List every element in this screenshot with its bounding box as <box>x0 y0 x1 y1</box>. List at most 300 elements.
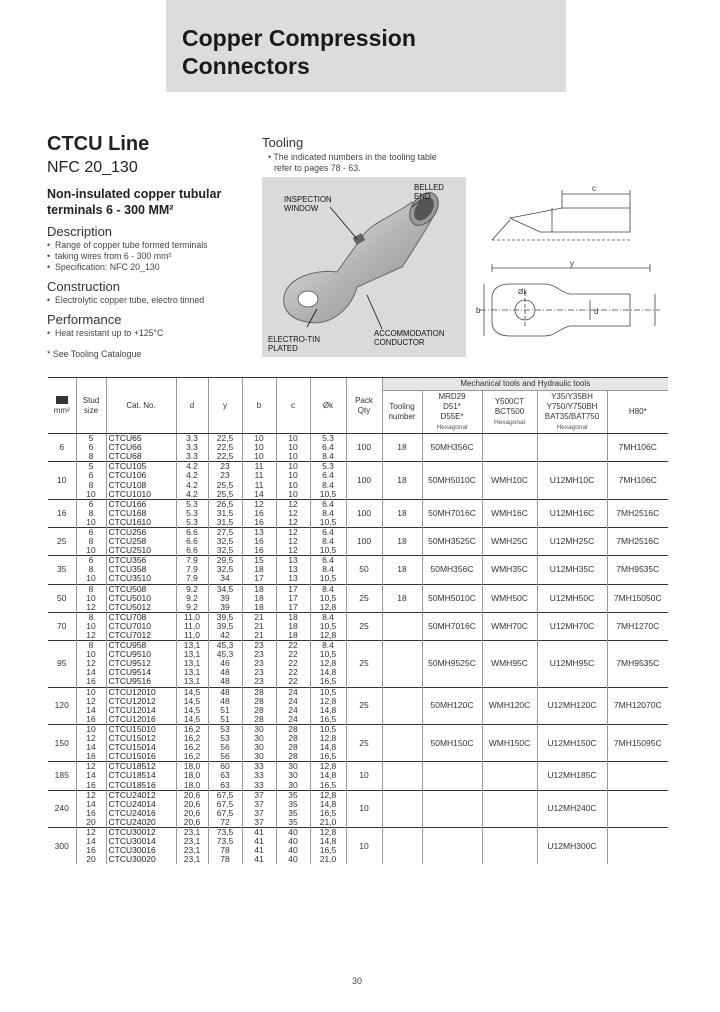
cell-tool-y500ct: WMH95C <box>482 641 537 687</box>
cell-b: 15 <box>242 556 276 566</box>
cell-c: 30 <box>276 780 310 790</box>
cell-tool-mrd29: 50MH356C <box>422 434 482 462</box>
specification-body <box>48 434 668 865</box>
cell-cat-no: CTCU15010 <box>106 724 176 734</box>
cell-c: 40 <box>276 846 310 855</box>
cell-c: 12 <box>276 527 310 537</box>
cell-pack-qty: 25 <box>346 724 382 761</box>
cell-tool-y500ct: WMH120C <box>482 687 537 724</box>
cell-cat-no: CTCU105 <box>106 462 176 472</box>
cell-k: 10,5 <box>310 546 346 556</box>
cell-d: 6.6 <box>176 527 208 537</box>
cell-c: 40 <box>276 837 310 846</box>
cell-b: 28 <box>242 687 276 697</box>
tool-die-shape: Hexagonal <box>493 418 526 426</box>
cell-k: 8.4 <box>310 612 346 622</box>
cell-stud-size: 10 <box>76 546 106 556</box>
cell-c: 10 <box>276 480 310 489</box>
cell-tooling-number <box>382 687 422 724</box>
cell-k: 10,5 <box>310 622 346 631</box>
cell-pack-qty: 10 <box>346 790 382 827</box>
cell-y: 32,5 <box>208 565 242 574</box>
cell-c: 10 <box>276 462 310 472</box>
cell-k: 8.4 <box>310 641 346 651</box>
cell-c: 10 <box>276 434 310 444</box>
cell-d: 5.3 <box>176 518 208 528</box>
tool-name: Y750/Y750BH <box>546 401 598 411</box>
cell-d: 18,0 <box>176 780 208 790</box>
cell-tool-h80: 7MH9535C <box>607 641 668 687</box>
tool-name: BAT35/BAT750 <box>544 411 600 421</box>
cell-tool-y500ct <box>482 827 537 864</box>
cell-c: 35 <box>276 790 310 800</box>
cell-cat-no: CTCU12012 <box>106 697 176 706</box>
cell-k: 12,8 <box>310 697 346 706</box>
cell-k: 16,5 <box>310 752 346 762</box>
cell-stud-size: 16 <box>76 752 106 762</box>
cell-d: 11,0 <box>176 612 208 622</box>
cell-stud-size: 14 <box>76 743 106 752</box>
cell-tooling-number <box>382 612 422 640</box>
cell-d: 9.2 <box>176 594 208 603</box>
cell-k: 8.4 <box>310 452 346 462</box>
cell-cat-no: CTCU356 <box>106 556 176 566</box>
product-description <box>47 132 252 359</box>
cell-c: 12 <box>276 499 310 509</box>
cell-y: 45,3 <box>208 650 242 659</box>
cell-tool-y35: U12MH300C <box>537 827 607 864</box>
cell-pack-qty: 25 <box>346 687 382 724</box>
cell-d: 14,5 <box>176 687 208 697</box>
table-row <box>48 762 668 772</box>
cell-y: 22,5 <box>208 443 242 452</box>
cell-b: 30 <box>242 734 276 743</box>
cell-b: 16 <box>242 509 276 518</box>
product-heading-line-1: Non-insulated copper tubular <box>47 187 222 201</box>
cell-cat-no: CTCU1610 <box>106 518 176 528</box>
cell-d: 7.9 <box>176 574 208 584</box>
cell-tooling-number <box>382 827 422 864</box>
cell-tool-h80: 7MH1270C <box>607 612 668 640</box>
cell-b: 23 <box>242 668 276 677</box>
cell-tool-h80 <box>607 762 668 790</box>
cell-b: 30 <box>242 724 276 734</box>
cell-y: 63 <box>208 780 242 790</box>
table-row <box>48 641 668 651</box>
cell-y: 32,5 <box>208 537 242 546</box>
cell-tooling-number: 18 <box>382 527 422 555</box>
cell-stud-size: 20 <box>76 855 106 864</box>
cell-cat-no: CTCU5012 <box>106 603 176 613</box>
cell-k: 5.3 <box>310 462 346 472</box>
cell-c: 24 <box>276 697 310 706</box>
cell-y: 72 <box>208 818 242 828</box>
cell-b: 11 <box>242 462 276 472</box>
cell-k: 8.4 <box>310 537 346 546</box>
table-row <box>48 556 668 566</box>
cell-y: 48 <box>208 697 242 706</box>
header-c: c <box>276 378 310 434</box>
table-row <box>48 527 668 537</box>
cell-wire-size: 25 <box>48 527 76 555</box>
cell-k: 12,8 <box>310 603 346 613</box>
cell-cat-no: CTCU18516 <box>106 780 176 790</box>
cell-tool-h80 <box>607 790 668 827</box>
cell-cat-no: CTCU30016 <box>106 846 176 855</box>
cell-cat-no: CTCU9510 <box>106 650 176 659</box>
cell-stud-size: 6 <box>76 556 106 566</box>
cell-y: 22,5 <box>208 434 242 444</box>
cell-stud-size: 20 <box>76 818 106 828</box>
cell-k: 14,8 <box>310 743 346 752</box>
cell-k: 8.4 <box>310 509 346 518</box>
cell-d: 9.2 <box>176 603 208 613</box>
cell-pack-qty: 100 <box>346 462 382 499</box>
cell-k: 16,5 <box>310 846 346 855</box>
cell-d: 11,0 <box>176 631 208 641</box>
cell-k: 8.4 <box>310 565 346 574</box>
dim-c-label: c <box>592 184 596 193</box>
cell-b: 16 <box>242 537 276 546</box>
cell-stud-size: 10 <box>76 650 106 659</box>
cell-tooling-number <box>382 641 422 687</box>
tool-name: BCT500 <box>494 406 525 416</box>
table-row <box>48 499 668 509</box>
cell-tooling-number: 18 <box>382 434 422 462</box>
cell-cat-no: CTCU15014 <box>106 743 176 752</box>
specification-table <box>48 377 668 864</box>
cell-tool-mrd29 <box>422 762 482 790</box>
cell-b: 23 <box>242 650 276 659</box>
cell-c: 22 <box>276 641 310 651</box>
cell-tool-y35: U12MH185C <box>537 762 607 790</box>
cell-cat-no: CTCU24016 <box>106 809 176 818</box>
cell-b: 41 <box>242 827 276 837</box>
cell-stud-size: 10 <box>76 574 106 584</box>
cell-k: 8.4 <box>310 584 346 594</box>
table-row <box>48 827 668 837</box>
cell-c: 22 <box>276 677 310 687</box>
construction-list <box>47 295 252 306</box>
cell-d: 23,1 <box>176 855 208 864</box>
cell-cat-no: CTCU12014 <box>106 706 176 715</box>
cell-k: 6.4 <box>310 527 346 537</box>
cell-stud-size: 10 <box>76 518 106 528</box>
cell-c: 13 <box>276 574 310 584</box>
cell-d: 18,0 <box>176 762 208 772</box>
cell-d: 14,5 <box>176 697 208 706</box>
cell-y: 42 <box>208 631 242 641</box>
cell-c: 22 <box>276 659 310 668</box>
cell-stud-size: 12 <box>76 659 106 668</box>
header-d: d <box>176 378 208 434</box>
cell-stud-size: 6 <box>76 471 106 480</box>
cell-y: 39,5 <box>208 612 242 622</box>
dim-d-label: d <box>594 307 599 316</box>
cell-tool-y35: U12MH25C <box>537 527 607 555</box>
cell-pack-qty: 100 <box>346 527 382 555</box>
tooling-note: * See Tooling Catalogue <box>47 349 142 359</box>
cell-tool-y500ct: WMH16C <box>482 499 537 527</box>
cell-y: 29,5 <box>208 556 242 566</box>
cell-cat-no: CTCU708 <box>106 612 176 622</box>
cell-tool-h80 <box>607 827 668 864</box>
cell-b: 11 <box>242 480 276 489</box>
page-number: 30 <box>352 976 363 986</box>
cell-stud-size: 14 <box>76 800 106 809</box>
cell-tool-mrd29: 50MH120C <box>422 687 482 724</box>
cell-c: 17 <box>276 603 310 613</box>
cell-d: 23,1 <box>176 827 208 837</box>
cell-y: 56 <box>208 743 242 752</box>
cell-y: 34 <box>208 574 242 584</box>
callout-line: BELLED <box>414 183 444 192</box>
belled-end-label <box>414 183 444 201</box>
cell-stud-size: 10 <box>76 490 106 500</box>
cell-y: 34,5 <box>208 584 242 594</box>
cell-d: 6.6 <box>176 537 208 546</box>
header-tool-mrd29 <box>422 391 482 434</box>
cell-b: 28 <box>242 715 276 725</box>
cell-b: 23 <box>242 659 276 668</box>
tooling-heading: Tooling <box>262 135 304 150</box>
cell-tool-h80: 7MH106C <box>607 434 668 462</box>
tooling-text-1: • The indicated numbers in the tooling table <box>268 152 437 162</box>
cell-k: 10,5 <box>310 594 346 603</box>
cell-k: 10,5 <box>310 650 346 659</box>
cell-cat-no: CTCU7012 <box>106 631 176 641</box>
cell-stud-size: 8 <box>76 565 106 574</box>
cell-tool-mrd29: 50MH5010C <box>422 584 482 612</box>
header-size-label: size <box>83 405 99 415</box>
cell-d: 20,6 <box>176 800 208 809</box>
cell-b: 28 <box>242 697 276 706</box>
cell-d: 4.2 <box>176 480 208 489</box>
product-heading-line-2: terminals 6 - 300 MM² <box>47 203 174 217</box>
table-row <box>48 724 668 734</box>
cell-pack-qty: 100 <box>346 499 382 527</box>
description-item: • Specification: NFC 20_130 <box>47 262 252 273</box>
cell-c: 12 <box>276 537 310 546</box>
cell-tool-mrd29: 50MH7016C <box>422 499 482 527</box>
cell-stud-size: 16 <box>76 677 106 687</box>
callout-line: ELECTRO-TIN <box>268 335 320 344</box>
cell-c: 10 <box>276 443 310 452</box>
header-y: y <box>208 378 242 434</box>
cell-stud-size: 16 <box>76 846 106 855</box>
cell-b: 37 <box>242 790 276 800</box>
cell-d: 14,5 <box>176 715 208 725</box>
tooling-text-2: refer to pages 78 - 63. <box>274 163 361 173</box>
cell-stud-size: 12 <box>76 734 106 743</box>
cell-y: 67,5 <box>208 800 242 809</box>
cell-c: 40 <box>276 827 310 837</box>
cell-stud-size: 16 <box>76 715 106 725</box>
header-stud <box>76 378 106 434</box>
cell-cat-no: CTCU15012 <box>106 734 176 743</box>
dim-b-label: b <box>476 306 481 315</box>
cell-y: 78 <box>208 846 242 855</box>
cell-y: 63 <box>208 771 242 780</box>
cell-stud-size: 6 <box>76 499 106 509</box>
cell-stud-size: 12 <box>76 697 106 706</box>
inspection-window-label <box>284 195 332 213</box>
tool-name: D51* <box>443 401 461 411</box>
cell-stud-size: 8 <box>76 480 106 489</box>
cell-b: 13 <box>242 527 276 537</box>
cell-cat-no: CTCU30020 <box>106 855 176 864</box>
cell-d: 3.3 <box>176 443 208 452</box>
cell-tool-y500ct <box>482 790 537 827</box>
cell-d: 20,6 <box>176 790 208 800</box>
cell-tool-y35: U12MH240C <box>537 790 607 827</box>
cell-cat-no: CTCU15016 <box>106 752 176 762</box>
cell-stud-size: 10 <box>76 594 106 603</box>
cell-c: 30 <box>276 762 310 772</box>
cell-k: 12,8 <box>310 762 346 772</box>
cell-cat-no: CTCU166 <box>106 499 176 509</box>
cell-cat-no: CTCU12016 <box>106 715 176 725</box>
cell-d: 11,0 <box>176 622 208 631</box>
cell-y: 39 <box>208 594 242 603</box>
cell-tool-y35: U12MH35C <box>537 556 607 584</box>
cell-b: 30 <box>242 752 276 762</box>
cell-c: 18 <box>276 622 310 631</box>
cell-d: 13,1 <box>176 677 208 687</box>
cell-stud-size: 14 <box>76 771 106 780</box>
cell-tool-mrd29 <box>422 790 482 827</box>
cell-tool-mrd29: 50MH9525C <box>422 641 482 687</box>
cell-tool-h80: 7MH9535C <box>607 556 668 584</box>
cell-cat-no: CTCU66 <box>106 443 176 452</box>
cell-c: 18 <box>276 612 310 622</box>
cell-c: 13 <box>276 565 310 574</box>
cell-d: 16,2 <box>176 734 208 743</box>
cell-k: 14,8 <box>310 800 346 809</box>
cell-cat-no: CTCU5010 <box>106 594 176 603</box>
cell-d: 16,2 <box>176 724 208 734</box>
cell-b: 12 <box>242 499 276 509</box>
cell-tooling-number: 18 <box>382 499 422 527</box>
cell-wire-size: 10 <box>48 462 76 499</box>
callout-line: INSPECTION <box>284 195 332 204</box>
tool-name: Y35/Y35BH <box>551 391 593 401</box>
cell-tool-y500ct: WMH150C <box>482 724 537 761</box>
header-cat-no: Cat. No. <box>106 378 176 434</box>
cell-tool-mrd29 <box>422 827 482 864</box>
cell-k: 12,8 <box>310 734 346 743</box>
cell-d: 14,5 <box>176 706 208 715</box>
cell-k: 21,0 <box>310 855 346 864</box>
header-mechanical-tools: Mechanical tools and Hydraulic tools <box>382 378 668 391</box>
cell-tool-mrd29: 50MH356C <box>422 556 482 584</box>
performance-item: • Heat resistant up to +125°C <box>47 328 252 339</box>
cell-tooling-number: 18 <box>382 462 422 499</box>
electro-tin-label <box>268 335 320 353</box>
dim-k-label: Øk <box>518 289 527 296</box>
callout-line: PLATED <box>268 344 298 353</box>
header-mm-label: mm² <box>53 405 70 415</box>
cell-tool-y500ct: WMH70C <box>482 612 537 640</box>
cell-stud-size: 10 <box>76 687 106 697</box>
cell-b: 30 <box>242 743 276 752</box>
cell-tool-y500ct: WMH35C <box>482 556 537 584</box>
tool-name: MRD29 <box>438 391 466 401</box>
header-pack-label: Pack <box>355 395 373 405</box>
cell-cat-no: CTCU9514 <box>106 668 176 677</box>
construction-heading: Construction <box>47 279 120 294</box>
cell-pack-qty: 25 <box>346 612 382 640</box>
cell-b: 11 <box>242 471 276 480</box>
cell-b: 33 <box>242 780 276 790</box>
cell-b: 21 <box>242 612 276 622</box>
cell-y: 51 <box>208 706 242 715</box>
cell-y: 25,5 <box>208 480 242 489</box>
title-line-1: Copper Compression <box>182 25 416 51</box>
table-row <box>48 434 668 444</box>
cell-c: 10 <box>276 490 310 500</box>
cell-tool-y35 <box>537 434 607 462</box>
table-row <box>48 687 668 697</box>
cell-cat-no: CTCU9516 <box>106 677 176 687</box>
cell-b: 41 <box>242 855 276 864</box>
cell-c: 18 <box>276 631 310 641</box>
cell-y: 48 <box>208 668 242 677</box>
cell-y: 60 <box>208 762 242 772</box>
cell-d: 5.3 <box>176 499 208 509</box>
cell-k: 6.4 <box>310 499 346 509</box>
cell-k: 10,5 <box>310 687 346 697</box>
cell-d: 4.2 <box>176 490 208 500</box>
cell-tool-h80: 7MH106C <box>607 462 668 499</box>
cell-pack-qty: 10 <box>346 827 382 864</box>
cell-b: 21 <box>242 631 276 641</box>
cell-cat-no: CTCU106 <box>106 471 176 480</box>
tool-name: Y500CT <box>494 396 525 406</box>
cell-y: 48 <box>208 687 242 697</box>
performance-heading: Performance <box>47 312 122 327</box>
cell-stud-size: 10 <box>76 622 106 631</box>
cell-y: 32,5 <box>208 546 242 556</box>
cell-cat-no: CTCU30012 <box>106 827 176 837</box>
cell-y: 31,5 <box>208 509 242 518</box>
cell-k: 21,0 <box>310 818 346 828</box>
cell-c: 17 <box>276 584 310 594</box>
cell-tool-y500ct: WMH50C <box>482 584 537 612</box>
description-item: • taking wires from 6 - 300 mm² <box>47 251 252 262</box>
tool-die-shape: Hexagonal <box>556 423 588 431</box>
cell-b: 21 <box>242 622 276 631</box>
cell-stud-size: 14 <box>76 837 106 846</box>
cell-b: 23 <box>242 677 276 687</box>
table-row <box>48 612 668 622</box>
cell-stud-size: 14 <box>76 668 106 677</box>
cell-tooling-number <box>382 724 422 761</box>
cell-b: 18 <box>242 594 276 603</box>
header-tool-y35 <box>537 391 607 434</box>
cell-pack-qty: 50 <box>346 556 382 584</box>
cell-k: 16,5 <box>310 809 346 818</box>
header-b: b <box>242 378 276 434</box>
cell-k: 6.4 <box>310 556 346 566</box>
cell-stud-size: 10 <box>76 724 106 734</box>
cell-y: 39,5 <box>208 622 242 631</box>
tool-name: D55E* <box>440 411 464 421</box>
cell-k: 14,8 <box>310 837 346 846</box>
cell-stud-size: 6 <box>76 527 106 537</box>
page-title <box>182 24 562 80</box>
cell-b: 16 <box>242 546 276 556</box>
